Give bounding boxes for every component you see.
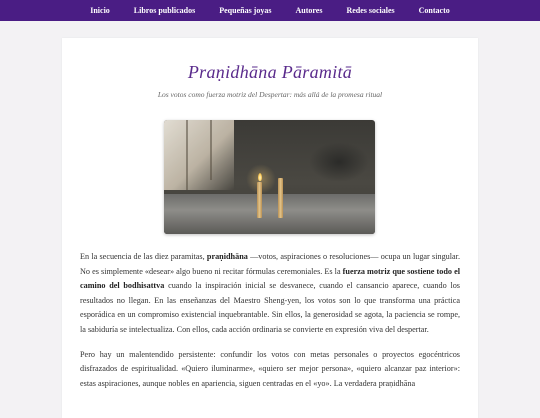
- nav-libros-publicados[interactable]: Libros publicados: [133, 6, 196, 15]
- article-title: Praṇidhāna Pāramitā: [187, 62, 353, 82]
- p1-bold-fuerza-motriz: fuerza motriz que sostiene todo el camino del bodhisattva: [80, 266, 460, 291]
- nav-redes-sociales[interactable]: Redes sociales: [346, 6, 395, 15]
- paragraph-1: [80, 250, 460, 338]
- article-body: [80, 250, 460, 401]
- hero-image-candles: [164, 120, 375, 234]
- p1-text-d: cuando la inspiración inicial se desvanece, cuando el cansancio aparece, cuando los resultados no llegan. En las enseñanzas del Maestro Sheng-yen, los votos son lo que transforma una práctica esporádica en un compromiso existencial inquebrantable. Sin ellos, la generosidad se agota, la paciencia se rompe, la sabiduría se intelectualiza. Con ellos, cada acción ordinaria se convierte en expresión viva del despertar.: [80, 281, 460, 334]
- nav-autores[interactable]: Autores: [295, 6, 323, 15]
- window-light: [164, 120, 234, 190]
- article-card: [62, 38, 478, 418]
- candle-unlit: [278, 178, 283, 218]
- top-navigation: [0, 0, 540, 21]
- stone-table: [164, 194, 375, 234]
- plant-silhouette: [309, 142, 369, 182]
- p1-text-a: En la secuencia de las diez paramitas,: [80, 252, 207, 261]
- candle-lit: [257, 182, 262, 218]
- p1-bold-pranidhana: praṇidhāna: [206, 252, 248, 261]
- paragraph-2: Pero hay un malentendido persistente: confundir los votos con metas personales o proyectos egocéntricos disfrazados de espiritualidad. «Quiero iluminarme», «quiero ser mejor persona», «quiero alcanzar paz interior»: estas aspiraciones, aunque nobles en apariencia, siguen centradas en el «yo». La verdadera praṇidhāna: [80, 349, 460, 388]
- flame-icon: [258, 173, 262, 181]
- p1-text-c: —votos, aspiraciones o resoluciones— ocupa un lugar singular. No es simplemente «desear» algo bueno ni recitar fórmulas ceremoniales. Es la: [80, 252, 461, 276]
- nav-contacto[interactable]: Contacto: [418, 6, 450, 15]
- nav-pequenas-joyas[interactable]: Pequeñas joyas: [219, 6, 272, 15]
- article-subtitle: Los votos como fuerza motriz del Despertar: más allá de la promesa ritual: [157, 90, 383, 99]
- nav-inicio[interactable]: Inicio: [90, 6, 110, 15]
